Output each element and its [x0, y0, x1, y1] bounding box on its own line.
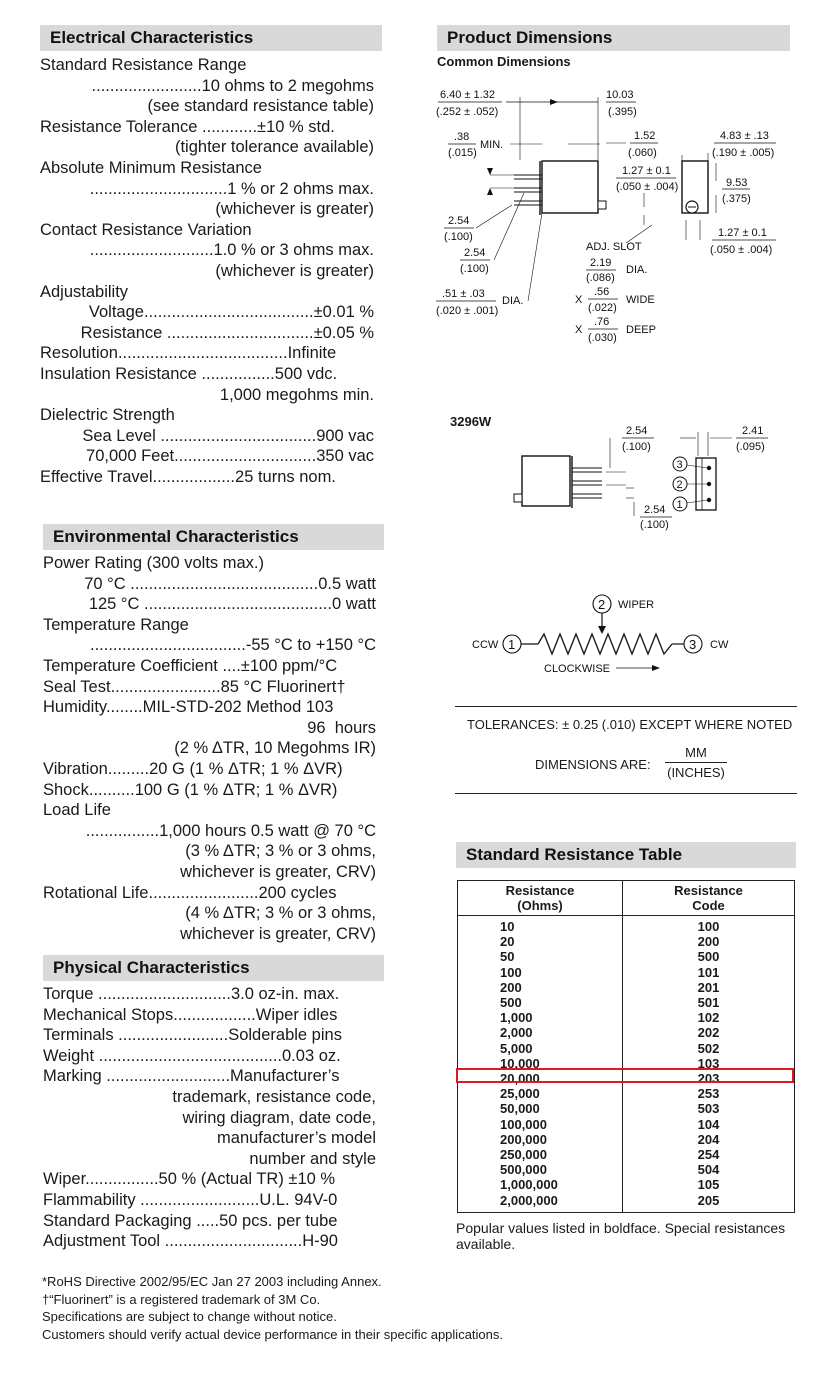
resistance-code-cell: 100 [623, 916, 795, 935]
dim-label: DIA. [502, 295, 524, 307]
spec-line: 96 hours [307, 718, 376, 737]
dim-label: (.095) [736, 441, 765, 453]
table-row [458, 1101, 795, 1116]
table-row [458, 1147, 795, 1162]
spec-line: Adjustability [40, 282, 129, 301]
dim-label: 1.27 ± 0.1 [718, 227, 767, 239]
table-row [458, 1025, 795, 1040]
spec-line: 70,000 Feet...............................350 vac [86, 447, 374, 466]
spec-line: Effective Travel..................25 turns nom. [40, 467, 336, 486]
dim-label: (.022) [588, 302, 617, 314]
dim-label: 2.54 [448, 215, 470, 227]
table-row [458, 995, 795, 1010]
schematic-cw-label: CW [710, 639, 729, 651]
standard-resistance-table [457, 880, 795, 1213]
spec-line: (see standard resistance table) [147, 97, 374, 116]
dim-label: (.100) [640, 519, 669, 531]
dim-label: (.100) [460, 263, 489, 275]
common-dimensions-subheading: Common Dimensions [437, 54, 571, 69]
spec-line: Power Rating (300 volts max.) [43, 554, 265, 572]
resistance-code-cell: 500 [623, 949, 795, 964]
dim-label: (.060) [628, 147, 657, 159]
spec-line: Shock..........100 G (1 % ΔTR; 1 % ΔVR) [43, 780, 338, 799]
spec-line: (whichever is greater) [215, 200, 374, 219]
dim-label: .76 [594, 316, 610, 328]
spec-line: Weight ........................................0.03 oz. [43, 1046, 341, 1065]
dim-label: 10.03 [606, 89, 634, 101]
resistance-ohms-cell: 2,000 [458, 1025, 623, 1040]
dim-label: MIN. [480, 139, 504, 151]
spec-line: whichever is greater, CRV) [180, 862, 376, 881]
resistance-ohms-cell: 5,000 [458, 1041, 623, 1056]
table-row [458, 949, 795, 964]
units-inches: (INCHES) [667, 765, 725, 780]
dim-label: X [575, 294, 583, 306]
resistance-ohms-cell: 50 [458, 949, 623, 964]
standard-resistance-table-heading: Standard Resistance Table [456, 842, 796, 868]
pin-number: 3 [676, 459, 683, 471]
resistance-code-cell: 503 [623, 1101, 795, 1116]
resistance-table-note: Popular values listed in boldface. Special resistances available. [456, 1220, 786, 1252]
spec-line: Wiper................50 % (Actual TR) ±10 % [43, 1170, 336, 1189]
spec-line: Resistance Tolerance ............±10 % std. [40, 117, 335, 136]
resistance-ohms-cell: 200 [458, 980, 623, 995]
header-line: (Ohms) [517, 898, 563, 913]
spec-line: (tighter tolerance available) [174, 138, 374, 157]
tolerances-text: TOLERANCES: ± 0.25 (.010) EXCEPT WHERE NOTED [467, 717, 793, 732]
spec-line: number and style [249, 1149, 376, 1168]
resistance-ohms-cell: 1,000,000 [458, 1177, 623, 1192]
dim-label: (.086) [586, 272, 615, 284]
units-mm: MM [665, 745, 727, 763]
resistance-code-cell: 253 [623, 1086, 795, 1101]
table-row [458, 1010, 795, 1025]
dim-label: .56 [594, 286, 610, 298]
product-dimensions-heading: Product Dimensions [437, 25, 790, 51]
header-line: Resistance [505, 883, 575, 898]
dim-label: .38 [454, 131, 470, 143]
environmental-spec-list [43, 553, 376, 944]
spec-line: Dielectric Strength [40, 406, 175, 425]
dim-label: 2.19 [590, 257, 612, 269]
resistance-code-cell: 501 [623, 995, 795, 1010]
resistance-code-cell: 202 [623, 1025, 795, 1040]
resistance-ohms-cell: 500,000 [458, 1162, 623, 1177]
environmental-characteristics-heading: Environmental Characteristics [43, 524, 384, 550]
spec-line: Adjustment Tool ..............................H-90 [43, 1232, 338, 1251]
dim-label: 2.54 [644, 504, 666, 516]
dim-label: (.020 ± .001) [436, 305, 499, 317]
resistance-ohms-cell: 200,000 [458, 1132, 623, 1147]
footnote: Customers should verify actual device performance in their specific applications. [42, 1326, 503, 1342]
resistance-table-body [458, 916, 795, 1213]
column-header-resistance-ohms [458, 881, 623, 916]
spec-line: Voltage.....................................±0.01 % [88, 303, 374, 322]
resistance-ohms-cell: 50,000 [458, 1101, 623, 1116]
footnote: *RoHS Directive 2002/95/EC Jan 27 2003 including Annex. [42, 1274, 382, 1289]
spec-line: (3 % ΔTR; 3 % or 3 ohms, [185, 842, 376, 861]
resistance-ohms-cell: 10 [458, 916, 623, 935]
resistance-code-cell: 104 [623, 1117, 795, 1132]
dim-label: (.030) [588, 332, 617, 344]
resistance-code-cell: 105 [623, 1177, 795, 1192]
footnote: Specifications are subject to change without notice. [42, 1309, 337, 1324]
dim-label: ADJ. SLOT [586, 241, 642, 253]
table-row [458, 1177, 795, 1192]
resistance-code-cell: 204 [623, 1132, 795, 1147]
spec-line: (2 % ΔTR, 10 Megohms IR) [174, 739, 376, 758]
table-row [458, 1132, 795, 1147]
pin-number: 1 [508, 637, 516, 652]
schematic-diagram [468, 590, 768, 680]
dim-label: (.100) [622, 441, 651, 453]
spec-line: whichever is greater, CRV) [180, 924, 376, 943]
spec-line: Temperature Range [43, 615, 189, 634]
dim-label: 6.40 ± 1.32 [440, 89, 495, 101]
physical-spec-list [43, 984, 376, 1252]
resistance-code-cell: 201 [623, 980, 795, 995]
resistance-ohms-cell: 100 [458, 965, 623, 980]
spec-line: Vibration.........20 G (1 % ΔTR; 1 % ΔVR) [43, 759, 343, 778]
resistance-code-cell: 103 [623, 1056, 795, 1071]
spec-line: ..............................1 % or 2 ohms max. [89, 179, 374, 198]
spec-line: Marking ...........................Manufacturer’s [43, 1067, 340, 1086]
spec-line: ........................10 ohms to 2 megohms [91, 76, 374, 95]
spec-line: Contact Resistance Variation [40, 220, 252, 239]
spec-line: wiring diagram, date code, [182, 1108, 376, 1127]
dim-label: (.050 ± .004) [710, 244, 773, 256]
physical-characteristics-heading: Physical Characteristics [43, 955, 384, 981]
dim-label: (.190 ± .005) [712, 147, 775, 159]
dim-label: (.252 ± .052) [436, 106, 499, 118]
units-fraction [665, 745, 727, 780]
pin-number: 1 [676, 499, 683, 511]
spec-line: Flammability ..........................U.L. 94V-0 [43, 1190, 338, 1209]
table-row [458, 934, 795, 949]
spec-line: Standard Packaging .....50 pcs. per tube [43, 1211, 338, 1230]
spec-line: 70 °C .........................................0.5 watt [84, 574, 376, 593]
footnote: †“Fluorinert” is a registered trademark of 3M Co. [42, 1291, 321, 1307]
dim-label: 4.83 ± .13 [720, 130, 769, 142]
resistance-code-cell: 203 [623, 1071, 795, 1086]
spec-line: ..................................-55 °C to +150 °C [89, 636, 376, 655]
dim-label: DIA. [626, 264, 648, 276]
resistance-code-cell: 254 [623, 1147, 795, 1162]
table-row [458, 1086, 795, 1101]
resistance-code-cell: 504 [623, 1162, 795, 1177]
table-row [458, 980, 795, 995]
dim-label: X [575, 324, 583, 336]
spec-line: (4 % ΔTR; 3 % or 3 ohms, [185, 904, 376, 923]
electrical-characteristics-heading: Electrical Characteristics [40, 25, 382, 51]
dimensions-are-label: DIMENSIONS ARE: [535, 757, 651, 772]
spec-line: 1,000 megohms min. [219, 385, 374, 404]
resistance-ohms-cell: 250,000 [458, 1147, 623, 1162]
resistance-ohms-cell: 20 [458, 934, 623, 949]
spec-line: Absolute Minimum Resistance [40, 158, 262, 177]
table-row [458, 1117, 795, 1132]
resistance-ohms-cell: 500 [458, 995, 623, 1010]
resistance-ohms-cell: 10,000 [458, 1056, 623, 1071]
spec-line: (whichever is greater) [215, 261, 374, 280]
resistance-code-cell: 101 [623, 965, 795, 980]
table-row [458, 1041, 795, 1056]
column-header-resistance-code [623, 881, 795, 916]
dim-label: 2.54 [464, 247, 486, 259]
spec-line: Standard Resistance Range [40, 56, 247, 74]
spec-line: 125 °C .........................................0 watt [88, 595, 376, 614]
resistance-ohms-cell: 100,000 [458, 1117, 623, 1132]
electrical-spec-list [40, 55, 374, 487]
table-row [458, 1162, 795, 1177]
resistance-code-cell: 205 [623, 1193, 795, 1213]
spec-line: Seal Test........................85 °C Fluorinert† [43, 677, 346, 696]
resistance-ohms-cell: 1,000 [458, 1010, 623, 1025]
spec-line: Torque .............................3.0 oz-in. max. [43, 985, 340, 1003]
spec-line: Load Life [43, 801, 111, 820]
model-3296w-drawing [510, 418, 830, 538]
spec-line: Temperature Coefficient ....±100 ppm/°C [43, 656, 338, 675]
header-line: Resistance [674, 883, 743, 898]
tolerances-note [455, 706, 797, 794]
dim-label: (.395) [608, 106, 637, 118]
schematic-clockwise-label: CLOCKWISE [544, 663, 611, 675]
spec-line: Rotational Life........................200 cycles [43, 883, 337, 902]
model-3296w-label: 3296W [450, 414, 492, 429]
dim-label: 2.54 [626, 425, 648, 437]
pin-number: 2 [598, 597, 606, 612]
resistance-code-cell: 200 [623, 934, 795, 949]
spec-line: manufacturer’s model [217, 1129, 376, 1148]
spec-line: ...........................1.0 % or 3 ohms max. [89, 241, 374, 260]
dim-label: 2.41 [742, 425, 764, 437]
spec-line: Insulation Resistance ................500 vdc. [40, 364, 338, 383]
dim-label: 1.52 [634, 130, 656, 142]
dim-label: 1.27 ± 0.1 [622, 165, 671, 177]
dim-label: (.050 ± .004) [616, 181, 679, 193]
spec-line: trademark, resistance code, [172, 1087, 376, 1106]
highlighted-row-marker [456, 1068, 794, 1083]
header-line: Code [692, 898, 725, 913]
resistance-ohms-cell: 25,000 [458, 1086, 623, 1101]
schematic-wiper-label: WIPER [618, 599, 655, 611]
schematic-ccw-label: CCW [472, 639, 499, 651]
spec-line: Resistance ................................±0.05 % [80, 323, 374, 342]
common-dimensions-drawing [430, 75, 810, 345]
dim-label: DEEP [626, 324, 656, 336]
spec-line: ................1,000 hours 0.5 watt @ 70 °C [85, 821, 376, 840]
dim-label: (.375) [722, 193, 751, 205]
resistance-ohms-cell: 20,000 [458, 1071, 623, 1086]
spec-line: Resolution.....................................Infinite [40, 344, 337, 363]
dim-label: WIDE [626, 294, 655, 306]
resistance-code-cell: 102 [623, 1010, 795, 1025]
dim-label: (.015) [448, 147, 477, 159]
table-row [458, 916, 795, 935]
dim-label: 9.53 [726, 177, 748, 189]
table-row [458, 965, 795, 980]
resistance-ohms-cell: 2,000,000 [458, 1193, 623, 1213]
pin-number: 2 [676, 479, 683, 491]
footnotes [42, 1273, 503, 1343]
spec-line: Sea Level ..................................900 vac [82, 426, 374, 445]
spec-line: Mechanical Stops..................Wiper idles [43, 1005, 338, 1024]
table-row [458, 1193, 795, 1213]
dim-label: (.100) [444, 231, 473, 243]
dim-label: .51 ± .03 [442, 288, 485, 300]
spec-line: Humidity........MIL-STD-202 Method 103 [43, 698, 334, 717]
resistance-code-cell: 502 [623, 1041, 795, 1056]
pin-number: 3 [689, 637, 697, 652]
spec-line: Terminals ........................Solderable pins [43, 1026, 342, 1045]
